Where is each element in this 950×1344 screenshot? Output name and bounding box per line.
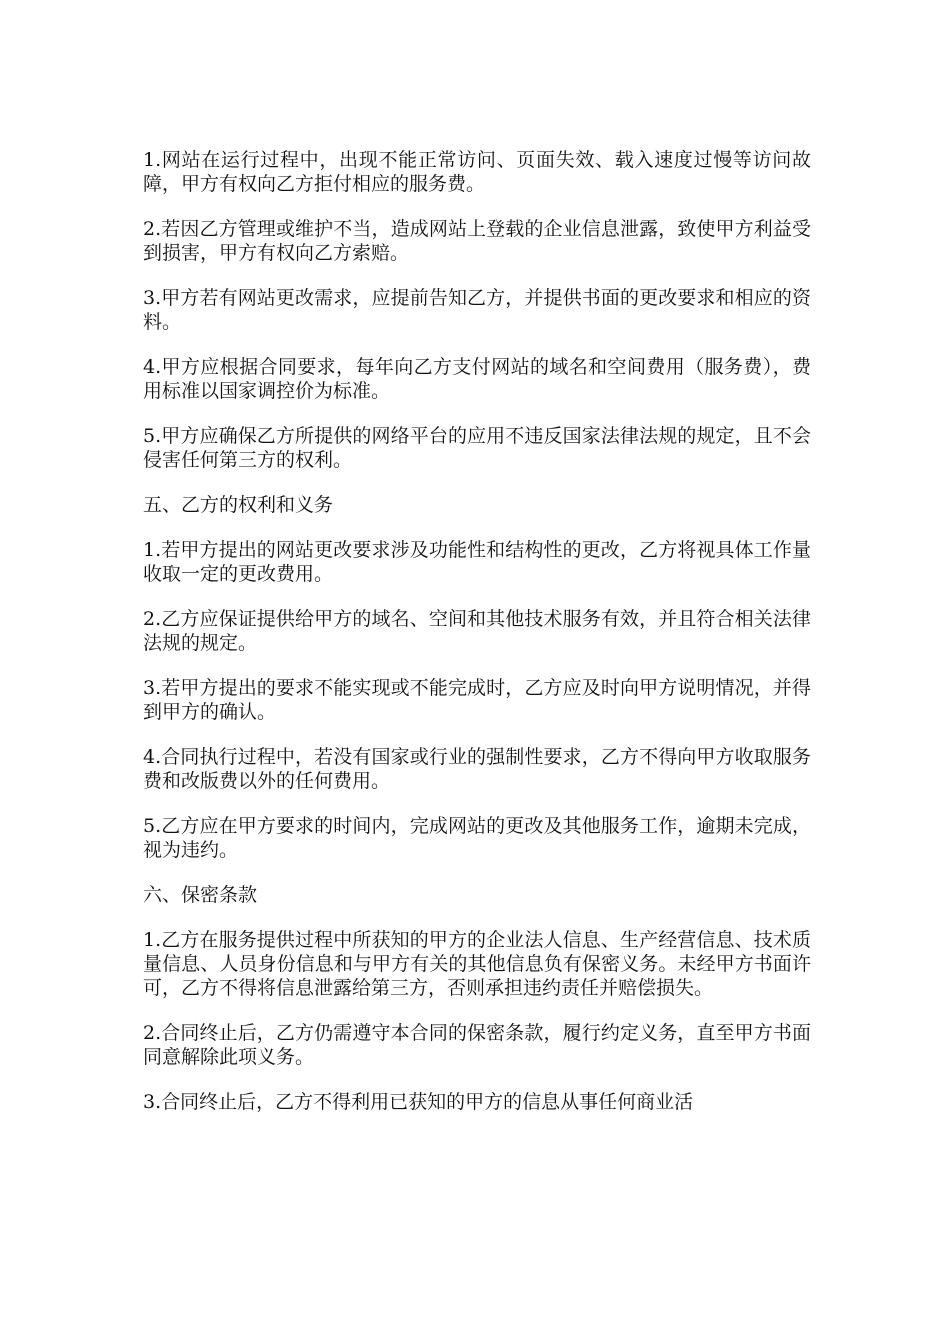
clause-4-item-4: 4.甲方应根据合同要求，每年向乙方支付网站的域名和空间费用（服务费），费用标准以国家调控价为标准。 bbox=[143, 356, 811, 402]
clause-4-item-1: 1.网站在运行过程中，出现不能正常访问、页面失效、载入速度过慢等访问故障，甲方有权向乙方拒付相应的服务费。 bbox=[143, 149, 811, 195]
section-heading-5: 五、乙方的权利和义务 bbox=[143, 494, 334, 516]
clause-6-item-3: 3.合同终止后，乙方不得利用已获知的甲方的信息从事任何商业活 bbox=[143, 1091, 694, 1113]
clause-5-item-5: 5.乙方应在甲方要求的时间内，完成网站的更改及其他服务工作，逾期未完成，视为违约。 bbox=[143, 815, 811, 861]
clause-5-item-1: 1.若甲方提出的网站更改要求涉及功能性和结构性的更改，乙方将视具体工作量收取一定的更改费用。 bbox=[143, 539, 811, 585]
clause-5-item-2: 2.乙方应保证提供给甲方的域名、空间和其他技术服务有效，并且符合相关法律法规的规定。 bbox=[143, 608, 811, 654]
clause-6-item-1: 1.乙方在服务提供过程中所获知的甲方的企业法人信息、生产经营信息、技术质量信息、人员身份信息和与甲方有关的其他信息负有保密义务。未经甲方书面许可，乙方不得将信息泄露给第三方，否则承担违约责任并赔偿损失。 bbox=[143, 929, 811, 999]
clause-6-item-2: 2.合同终止后，乙方仍需遵守本合同的保密条款，履行约定义务，直至甲方书面同意解除此项义务。 bbox=[143, 1022, 811, 1068]
clause-4-item-5: 5.甲方应确保乙方所提供的网络平台的应用不违反国家法律法规的规定，且不会侵害任何第三方的权利。 bbox=[143, 425, 811, 471]
document-body bbox=[143, 148, 811, 1135]
clause-4-item-2: 2.若因乙方管理或维护不当，造成网站上登载的企业信息泄露，致使甲方利益受到损害，甲方有权向乙方索赔。 bbox=[143, 218, 811, 264]
clause-4-item-3: 3.甲方若有网站更改需求，应提前告知乙方，并提供书面的更改要求和相应的资料。 bbox=[143, 287, 811, 333]
section-heading-6: 六、保密条款 bbox=[143, 884, 258, 906]
clause-5-item-4: 4.合同执行过程中，若没有国家或行业的强制性要求，乙方不得向甲方收取服务费和改版费以外的任何费用。 bbox=[143, 746, 811, 792]
clause-5-item-3: 3.若甲方提出的要求不能实现或不能完成时，乙方应及时向甲方说明情况，并得到甲方的确认。 bbox=[143, 677, 811, 723]
